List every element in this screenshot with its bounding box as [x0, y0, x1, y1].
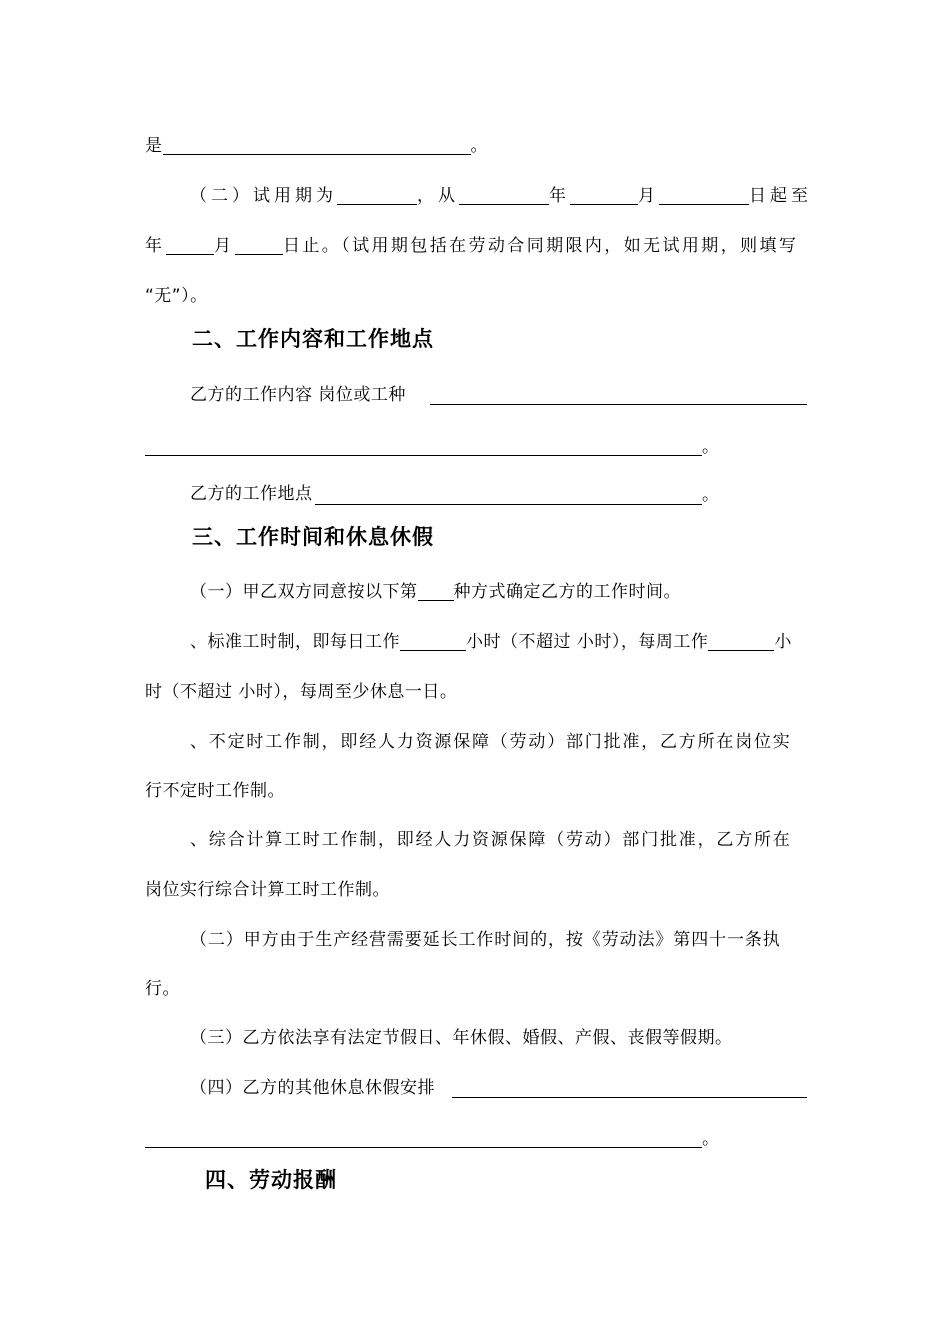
- section-heading-3: 三、工作时间和休息休假: [192, 525, 434, 549]
- work-content-line: [190, 383, 406, 407]
- text: 乙方的工作内容 岗位或工种: [190, 385, 406, 405]
- text: 。: [470, 136, 488, 156]
- blank-end-month[interactable]: [166, 236, 214, 255]
- text: （四）乙方的其他休息休假安排: [190, 1078, 435, 1098]
- blank-method-number[interactable]: [418, 582, 454, 601]
- text: （一）甲乙双方同意按以下第: [190, 582, 418, 602]
- blank-end-day[interactable]: [235, 236, 283, 255]
- section-heading-2: 二、工作内容和工作地点: [192, 327, 434, 351]
- comprehensive-hours-line-2: 岗位实行综合计算工时工作制。: [145, 880, 390, 900]
- blank-start-day[interactable]: [659, 186, 749, 205]
- probation-line-end: [145, 134, 488, 158]
- blank-field[interactable]: [163, 136, 471, 155]
- text: ，从: [417, 186, 459, 206]
- section-heading-4: 四、劳动报酬: [205, 1168, 337, 1192]
- text: 。: [702, 1129, 720, 1149]
- statutory-leave-line: （三）乙方依法享有法定节假日、年休假、婚假、产假、丧假等假期。: [190, 1028, 733, 1048]
- probation-note-end: [145, 284, 208, 308]
- overtime-line-2: 行。: [145, 979, 180, 999]
- blank-other-leave[interactable]: [452, 1079, 807, 1098]
- other-leave-line: [190, 1076, 435, 1100]
- text: 月: [214, 236, 235, 256]
- text: 日止。（试用期包括在劳动合同期限内，如无试用期，则填写: [283, 236, 799, 256]
- overtime-line: （二）甲方由于生产经营需要延长工作时间的，按《劳动法》第四十一条执: [190, 930, 781, 950]
- text: 种方式确定乙方的工作时间。: [453, 582, 681, 602]
- text: 小: [774, 632, 792, 652]
- blank-work-content-2[interactable]: [145, 437, 702, 456]
- flexible-hours-line-2: 行不定时工作制。: [145, 781, 285, 801]
- text: 年: [145, 236, 166, 256]
- text: （二）试用期为: [190, 186, 337, 206]
- flexible-hours-line: 、不定时工作制，即经人力资源保障（劳动）部门批准，乙方所在岗位实: [190, 732, 792, 752]
- blank-start-month[interactable]: [570, 186, 638, 205]
- text: 年: [549, 186, 570, 206]
- text: 乙方的工作地点: [190, 484, 313, 504]
- text: 、标准工时制，即每日工作: [190, 632, 400, 652]
- text: “无”）。: [145, 286, 208, 306]
- probation-period-line: [190, 184, 812, 208]
- work-location-line: [190, 482, 313, 506]
- probation-end-line: [145, 234, 798, 258]
- text: 日起至: [749, 186, 812, 206]
- comprehensive-hours-line: 、综合计算工时工作制，即经人力资源保障（劳动）部门批准，乙方所在: [190, 830, 792, 850]
- blank-weekly-hours[interactable]: [708, 632, 774, 651]
- blank-start-year[interactable]: [459, 186, 549, 205]
- text: 小时（不超过 小时），每周工作: [466, 632, 709, 652]
- blank-probation-length[interactable]: [337, 186, 417, 205]
- standard-hours-line-2: 时（不超过 小时），每周至少休息一日。: [145, 682, 458, 702]
- blank-daily-hours[interactable]: [400, 632, 466, 651]
- text: 。: [702, 437, 720, 457]
- blank-other-leave-2[interactable]: [145, 1129, 702, 1148]
- text: 是: [145, 136, 163, 156]
- blank-work-content[interactable]: [430, 386, 807, 405]
- standard-hours-line: [190, 630, 792, 654]
- blank-work-location[interactable]: [315, 486, 702, 505]
- work-hours-choice-line: [190, 580, 681, 604]
- text: 。: [702, 485, 720, 505]
- text: 月: [638, 186, 659, 206]
